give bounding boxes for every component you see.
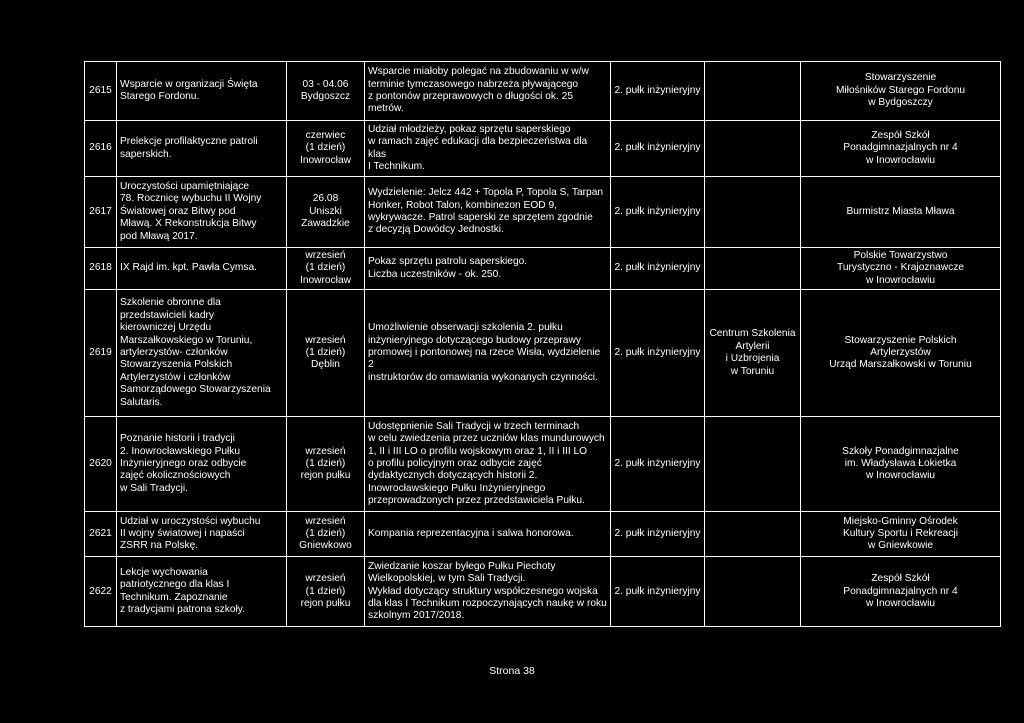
event-date-place: czerwiec (1 dzień) Inowrocław <box>287 121 365 177</box>
row-number: 2616 <box>85 121 117 177</box>
row-number: 2621 <box>85 512 117 557</box>
event-date-place: wrzesień (1 dzień) Inowrocław <box>287 248 365 290</box>
executing-unit: 2. pułk inżynieryjny <box>611 248 705 290</box>
executing-unit: 2. pułk inżynieryjny <box>611 290 705 417</box>
event-description: Udział młodzieży, pokaz sprzętu saperskiego w ramach zajęć edukacji dla bezpieczeństwa dla klas I Technikum. <box>365 121 611 177</box>
table-row <box>85 557 1001 627</box>
supporting-unit <box>705 248 801 290</box>
event-title: IX Rajd im. kpt. Pawła Cymsa. <box>117 248 287 290</box>
supporting-unit <box>705 417 801 512</box>
executing-unit: 2. pułk inżynieryjny <box>611 512 705 557</box>
organizer: Zespół Szkół Ponadgimnazjalnych nr 4 w Inowrocławiu <box>801 121 1001 177</box>
event-title: Prelekcje profilaktyczne patroli saperskich. <box>117 121 287 177</box>
events-table <box>84 61 1001 627</box>
table-row <box>85 512 1001 557</box>
executing-unit: 2. pułk inżynieryjny <box>611 121 705 177</box>
event-description: Kompania reprezentacyjna i salwa honorowa. <box>365 512 611 557</box>
event-title: Szkolenie obronne dla przedstawicieli kadry kierowniczej Urzędu Marszałkowskiego w Toruniu, artylerzystów- członków Stowarzyszenia Polskich Artylerzystów i członków Samorządowego Stowarzyszenia Salutaris. <box>117 290 287 417</box>
table-row <box>85 121 1001 177</box>
table-row <box>85 417 1001 512</box>
executing-unit: 2. pułk inżynieryjny <box>611 62 705 121</box>
event-date-place: wrzesień (1 dzień) Dęblin <box>287 290 365 417</box>
organizer: Stowarzyszenie Miłośników Starego Fordonu w Bydgoszczy <box>801 62 1001 121</box>
event-description: Udostępnienie Sali Tradycji w trzech terminach w celu zwiedzenia przez uczniów klas mundurowych 1, II i III LO o profilu wojskowym oraz 1, II i III LO o profilu policyjnym oraz odbycie zajęć dydaktycznych dotyczących historii 2. Inowrocławskiego Pułku Inżynieryjnego przeprowadzonych przez przedstawiciela Pułku. <box>365 417 611 512</box>
row-number: 2622 <box>85 557 117 627</box>
organizer: Burmistrz Miasta Mława <box>801 177 1001 248</box>
supporting-unit <box>705 62 801 121</box>
organizer: Szkoły Ponadgimnazjalne im. Władysława Łokietka w Inowrocławiu <box>801 417 1001 512</box>
row-number: 2615 <box>85 62 117 121</box>
event-date-place: wrzesień (1 dzień) rejon pułku <box>287 557 365 627</box>
row-number: 2619 <box>85 290 117 417</box>
page-number: Strona 38 <box>489 665 535 677</box>
row-number: 2618 <box>85 248 117 290</box>
event-title: Lekcje wychowania patriotycznego dla klas I Technikum. Zapoznanie z tradycjami patrona szkoły. <box>117 557 287 627</box>
supporting-unit <box>705 557 801 627</box>
organizer: Stowarzyszenie Polskich Artylerzystów Urząd Marszałkowski w Toruniu <box>801 290 1001 417</box>
organizer: Miejsko-Gminny Ośrodek Kultury Sportu i Rekreacji w Gniewkowie <box>801 512 1001 557</box>
table-row <box>85 177 1001 248</box>
supporting-unit <box>705 177 801 248</box>
event-description: Pokaz sprzętu patrolu saperskiego. Liczba uczestników - ok. 250. <box>365 248 611 290</box>
event-description: Wsparcie miałoby polegać na zbudowaniu w w/w terminie tymczasowego nabrzeża pływającego z pontonów przeprawowych o długości ok. 25 metrów. <box>365 62 611 121</box>
event-title: Udział w uroczystości wybuchu II wojny światowej i napaści ZSRR na Polskę. <box>117 512 287 557</box>
event-description: Zwiedzanie koszar byłego Pułku Piechoty Wielkopolskiej, w tym Sali Tradycji. Wykład dotyczący struktury współczesnego wojska dla klas I Technikum rozpoczynających naukę w roku szkolnym 2017/2018. <box>365 557 611 627</box>
supporting-unit: Centrum Szkolenia Artylerii i Uzbrojenia w Toruniu <box>705 290 801 417</box>
supporting-unit <box>705 121 801 177</box>
row-number: 2617 <box>85 177 117 248</box>
executing-unit: 2. pułk inżynieryjny <box>611 417 705 512</box>
event-date-place: 26.08 Uniszki Zawadzkie <box>287 177 365 248</box>
event-title: Poznanie historii i tradycji 2. Inowrocławskiego Pułku Inżynieryjnego oraz odbycie zajęć okolicznościowych w Sali Tradycji. <box>117 417 287 512</box>
event-title: Wsparcie w organizacji Święta Starego Fordonu. <box>117 62 287 121</box>
row-number: 2620 <box>85 417 117 512</box>
supporting-unit <box>705 512 801 557</box>
executing-unit: 2. pułk inżynieryjny <box>611 557 705 627</box>
event-date-place: 03 - 04.06 Bydgoszcz <box>287 62 365 121</box>
event-title: Uroczystości upamiętniające 78. Rocznicę wybuchu II Wojny Światowej oraz Bitwy pod Mławą. X Rekonstrukcja Bitwy pod Mławą 2017. <box>117 177 287 248</box>
event-description: Umożliwienie obserwacji szkolenia 2. pułku inżynieryjnego dotyczącego budowy przeprawy promowej i pontonowej na rzece Wisła, wydzielenie 2 instruktorów do omawiania wykonanych czynności. <box>365 290 611 417</box>
event-date-place: wrzesień (1 dzień) rejon pułku <box>287 417 365 512</box>
table-row <box>85 248 1001 290</box>
event-date-place: wrzesień (1 dzień) Gniewkowo <box>287 512 365 557</box>
table-row <box>85 62 1001 121</box>
event-description: Wydzielenie: Jelcz 442 + Topola P, Topola S, Tarpan Honker, Robot Talon, kombinezon EOD 9, wykrywacze. Patrol saperski ze sprzętem zgodnie z decyzją Dowódcy Jednostki. <box>365 177 611 248</box>
executing-unit: 2. pułk inżynieryjny <box>611 177 705 248</box>
table-row <box>85 290 1001 417</box>
organizer: Polskie Towarzystwo Turystyczno - Krajoznawcze w Inowrocławiu <box>801 248 1001 290</box>
organizer: Zespół Szkół Ponadgimnazjalnych nr 4 w Inowrocławiu <box>801 557 1001 627</box>
